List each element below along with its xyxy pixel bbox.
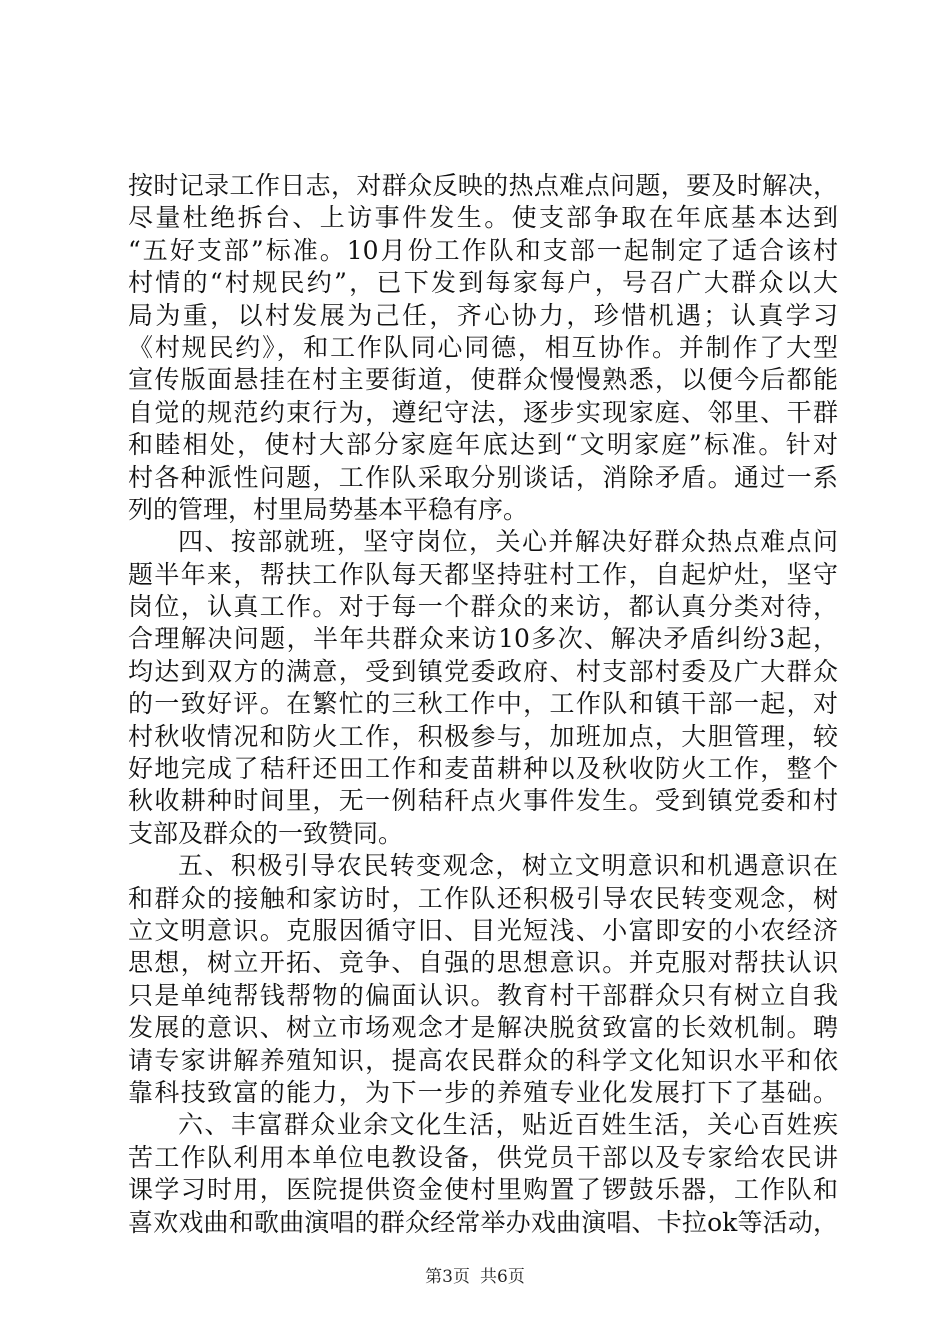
text-line: 列的管理，村里局势基本平稳有序。	[128, 494, 529, 524]
section-heading-line: 六、丰富群众业余文化生活，贴近百姓生活，关心百姓疾	[178, 1110, 838, 1140]
text-line: 村秋收情况和防火工作，积极参与，加班加点，大胆管理，较	[128, 721, 838, 751]
text-line: 发展的意识、树立市场观念才是解决脱贫致富的长效机制。聘	[128, 1013, 838, 1043]
section-heading-line: 四、按部就班，坚守岗位，关心并解决好群众热点难点问	[178, 527, 838, 557]
page-total: 共6页	[480, 1267, 525, 1287]
text-line: 课学习时用，医院提供资金使村里购置了锣鼓乐器，工作队和	[128, 1175, 838, 1205]
text-line: 题半年来，帮扶工作队每天都坚持驻村工作，自起炉灶，坚守	[128, 559, 838, 589]
text-line: 宣传版面悬挂在村主要街道，使群众慢慢熟悉，以便今后都能	[128, 365, 838, 395]
text-line: 靠科技致富的能力，为下一步的养殖专业化发展打下了基础。	[128, 1077, 838, 1107]
text-line: 喜欢戏曲和歌曲演唱的群众经常举办戏曲演唱、卡拉ok等活动，	[128, 1207, 838, 1237]
text-line: 尽量杜绝拆台、上访事件发生。使支部争取在年底基本达到	[128, 203, 838, 233]
text-line: 请专家讲解养殖知识，提高农民群众的科学文化知识水平和依	[128, 1045, 838, 1075]
text-line: 和睦相处，使村大部分家庭年底达到“文明家庭”标准。针对	[128, 430, 838, 460]
text-line: 村情的“村规民约”，已下发到每家每户，号召广大群众以大	[128, 268, 838, 298]
text-line: 均达到双方的满意，受到镇党委政府、村支部村委及广大群众	[128, 656, 838, 686]
text-line: 的一致好评。在繁忙的三秋工作中，工作队和镇干部一起，对	[128, 689, 838, 719]
page-number: 第3页	[425, 1267, 470, 1287]
text-line: 只是单纯帮钱帮物的偏面认识。教育村干部群众只有树立自我	[128, 980, 838, 1010]
text-line: 立文明意识。克服因循守旧、目光短浅、小富即安的小农经济	[128, 915, 838, 945]
document-body	[128, 170, 838, 1239]
section-heading-line: 五、积极引导农民转变观念，树立文明意识和机遇意识在	[178, 851, 838, 881]
text-line: 局为重，以村发展为己任，齐心协力，珍惜机遇；认真学习	[128, 300, 838, 330]
text-line: 苦工作队利用本单位电教设备，供党员干部以及专家给农民讲	[128, 1142, 838, 1172]
text-line: 和群众的接触和家访时，工作队还积极引导农民转变观念，树	[128, 883, 838, 913]
text-line: 按时记录工作日志，对群众反映的热点难点问题，要及时解决，	[128, 171, 838, 200]
text-line: 思想，树立开拓、竞争、自强的思想意识。并克服对帮扶认识	[128, 948, 838, 978]
text-line: 村各种派性问题，工作队采取分别谈话，消除矛盾。通过一系	[128, 462, 838, 492]
text-line: 支部及群众的一致赞同。	[128, 818, 404, 848]
text-line: 秋收耕种时间里，无一例秸秆点火事件发生。受到镇党委和村	[128, 786, 838, 816]
text-line: 合理解决问题，半年共群众来访10多次、解决矛盾纠纷3起，	[128, 624, 838, 654]
text-line: 《村规民约》，和工作队同心同德，相互协作。并制作了大型	[128, 332, 838, 362]
page-footer	[0, 1266, 950, 1288]
text-line: “五好支部”标准。10月份工作队和支部一起制定了适合该村	[128, 235, 838, 265]
text-line: 自觉的规范约束行为，遵纪守法，逐步实现家庭、邻里、干群	[128, 397, 838, 427]
text-line: 岗位，认真工作。对于每一个群众的来访，都认真分类对待，	[128, 592, 838, 622]
text-line: 好地完成了秸秆还田工作和麦苗耕种以及秋收防火工作，整个	[128, 754, 838, 784]
